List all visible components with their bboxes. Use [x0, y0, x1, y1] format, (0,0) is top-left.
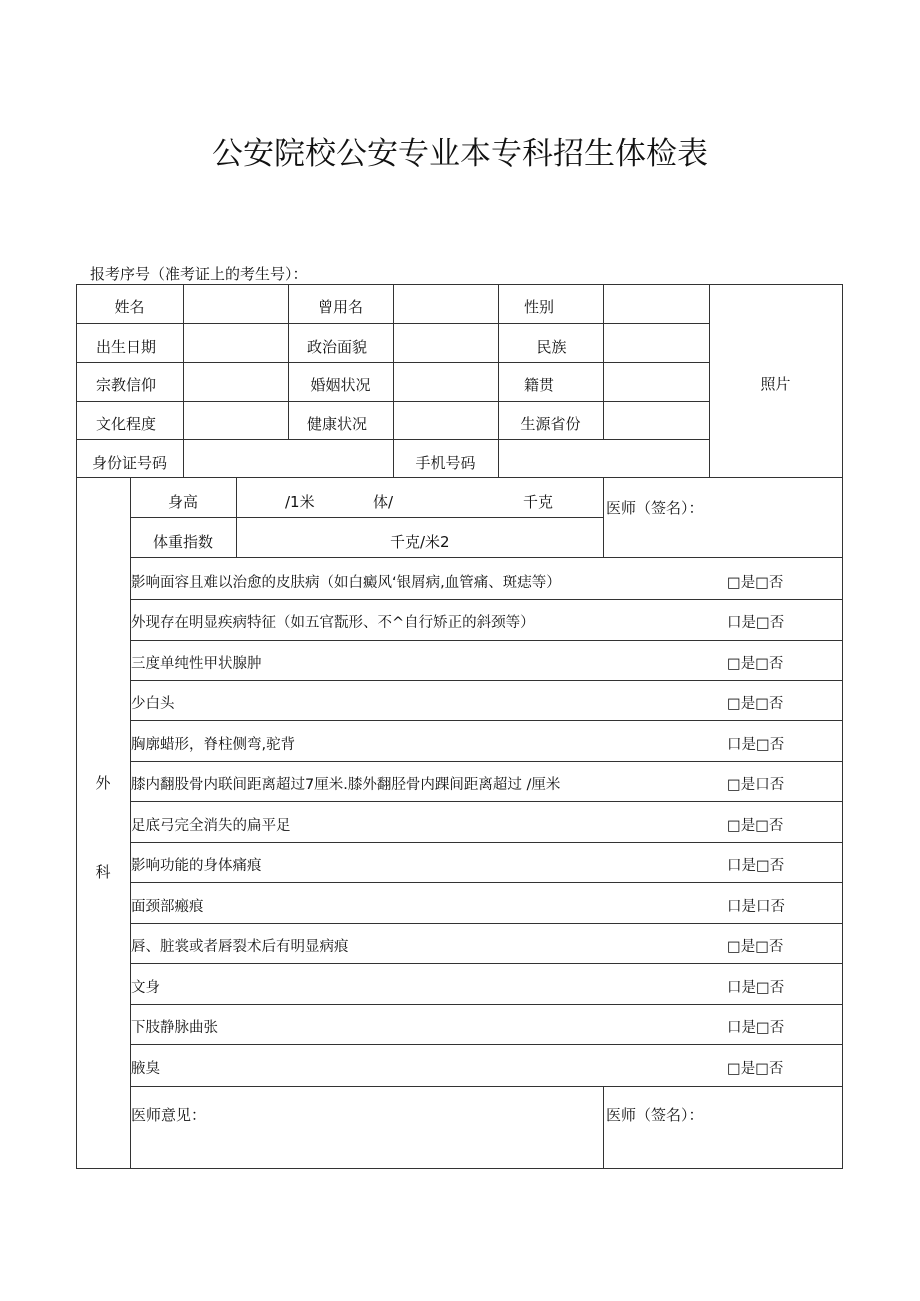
photo-label: 照片	[760, 375, 791, 393]
bmi-unit: 千克/米2	[390, 533, 450, 551]
check-answer[interactable]: □是□否	[727, 575, 784, 591]
check-item: 唇、脏裳或者唇裂术后有明显病痕	[131, 939, 349, 955]
gender-field[interactable]	[604, 286, 708, 322]
check-item: 下肢静脉曲张	[131, 1020, 218, 1036]
check-item: 足底弓完全消失的扁平足	[131, 818, 291, 834]
weight-unit: 千克	[523, 493, 554, 511]
id-label: 身份证号码	[91, 454, 167, 472]
check-answer[interactable]: 口是□否	[727, 1020, 785, 1036]
phone-field[interactable]	[499, 441, 708, 476]
check-answer[interactable]: 口是□否	[727, 737, 785, 753]
doctor-opinion-field[interactable]	[132, 1126, 600, 1166]
check-answer[interactable]: □是□否	[727, 818, 784, 834]
bmi-label: 体重指数	[152, 533, 213, 551]
check-answer[interactable]: □是□否	[727, 1061, 784, 1077]
exam-number-label: 报考序号（准考证上的考生号）：	[90, 265, 308, 283]
religion-field[interactable]	[184, 364, 287, 400]
opinion-sign-label: 医师（签名）：	[606, 1106, 704, 1124]
check-item: 文身	[131, 980, 160, 996]
check-item: 外现存在明显疾病特征（如五官翫形、不^自行矫正的斜颈等）	[131, 615, 535, 631]
alias-field[interactable]	[394, 286, 497, 322]
marital-field[interactable]	[394, 364, 497, 400]
birth-label: 出生日期	[95, 338, 156, 356]
phone-label: 手机号码	[415, 454, 476, 472]
birth-field[interactable]	[184, 325, 287, 361]
check-item: 面颈部瘢痕	[131, 899, 204, 915]
religion-label: 宗教信仰	[95, 376, 156, 394]
form-title: 公安院校公安专业本专科招生体检表	[212, 136, 708, 172]
height-unit: /1米	[285, 493, 315, 511]
check-answer[interactable]: □是□否	[727, 696, 784, 712]
section-surgery-char1: 外	[95, 774, 111, 792]
political-label: 政治面貌	[306, 338, 367, 356]
origin-label: 生源省份	[520, 415, 581, 433]
check-answer[interactable]: □是口否	[727, 777, 785, 793]
check-item: 腋臭	[131, 1061, 160, 1077]
health-label: 健康状况	[306, 415, 367, 433]
doctor-opinion-label: 医师意见：	[131, 1106, 207, 1124]
check-answer[interactable]: □是□否	[727, 939, 784, 955]
health-field[interactable]	[394, 403, 497, 438]
check-answer[interactable]: 口是□否	[727, 615, 785, 631]
check-item: 少白头	[131, 696, 175, 712]
native-field[interactable]	[604, 364, 708, 400]
check-answer[interactable]: □是□否	[727, 656, 784, 672]
ethnic-label: 民族	[536, 338, 567, 356]
gender-label: 性别	[523, 298, 554, 316]
height-label: 身高	[167, 493, 198, 511]
name-field[interactable]	[184, 286, 287, 322]
check-item: 三度单纯性甲状腺肿	[131, 656, 262, 672]
check-answer[interactable]: 口是□否	[727, 858, 785, 874]
doctor-sign-label: 医师（签名）：	[606, 499, 704, 517]
marital-label: 婚姻状况	[310, 376, 371, 394]
weight-label: 体/	[373, 493, 394, 511]
check-item: 膝内翻股骨内联间距离超过7厘米.膝外翻胫骨内踝间距离超过 /厘米	[131, 777, 561, 793]
education-field[interactable]	[184, 403, 287, 438]
check-item: 影响面容且难以治愈的皮肤病（如白癜风‘银屑病,血管痛、斑痣等）	[131, 575, 561, 591]
alias-label: 曾用名	[317, 298, 363, 316]
check-item: 胸廓蜡形，脊柱侧弯,驼背	[131, 737, 296, 753]
check-answer[interactable]: 口是□否	[727, 980, 785, 996]
check-answer[interactable]: 口是口否	[727, 899, 785, 915]
ethnic-field[interactable]	[604, 325, 708, 361]
political-field[interactable]	[394, 325, 497, 361]
check-item: 影响功能的身体痛痕	[131, 858, 262, 874]
native-label: 籍贯	[523, 376, 554, 394]
origin-field[interactable]	[604, 403, 708, 438]
section-surgery-char2: 科	[95, 863, 111, 881]
name-label: 姓名	[114, 298, 145, 316]
education-label: 文化程度	[95, 415, 156, 433]
id-field[interactable]	[184, 441, 392, 476]
